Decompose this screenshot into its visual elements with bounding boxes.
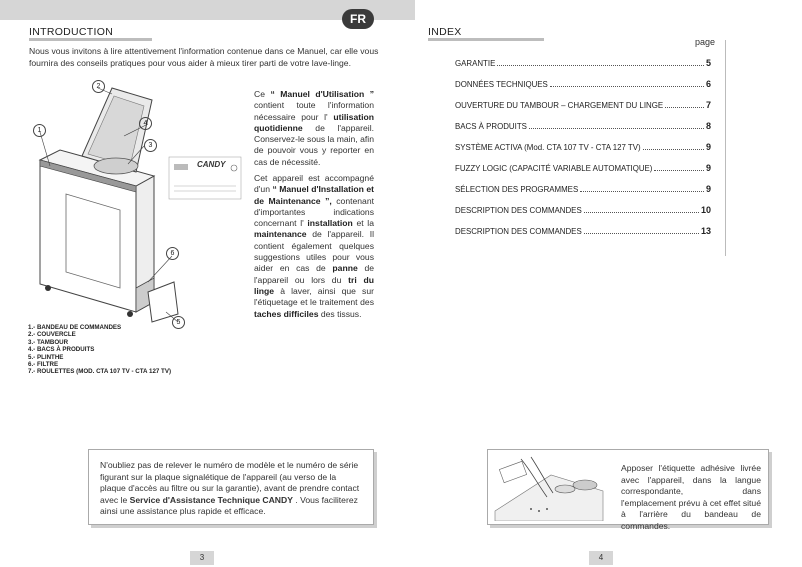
label-application-illustration: [491, 453, 605, 521]
intro-title: INTRODUCTION: [29, 26, 114, 38]
washing-machine-illustration: [24, 76, 250, 334]
index-page-label: page: [695, 37, 716, 47]
manual-use-paragraph: Ce “ Manuel d'Utilisation ” contient toute l'information nécessaire pour l' utilisation quotidienne de l'appareil. Conservez-le sous la main, afin de pouvoir vous y reporter en cas de nécessité.: [254, 89, 374, 167]
legend-item: 3.- TAMBOUR: [28, 338, 69, 346]
installation-manual-paragraph: Cet appareil est accompagné d'un “ Manuel d'Installation et de Maintenance ”, contenant d'importantes indications concernant l' installation et la maintenance de l'appareil. Il contient également quelques suggestions utiles pour vous aider en cas de panne de l'appareil ou lors du tri du linge à laver, ainsi que sur l'étiquetage et le traitement des taches difficiles des tissus.: [254, 173, 375, 319]
index-row[interactable]: FUZZY LOGIC (CAPACITÉ VARIABLE AUTOMATIQUE) 9: [455, 163, 711, 173]
index-title: INDEX: [428, 26, 462, 38]
language-badge: FR: [342, 9, 374, 29]
label-note-text: Apposer l'étiquette adhésive livrée avec l'appareil, dans la langue correspondante, dans l'emplacement prévu à cet effet situé à l'arrière du bandeau de commandes.: [621, 463, 761, 531]
index-title-rule: [428, 38, 544, 41]
brand-label: CANDY: [197, 160, 226, 169]
index-row[interactable]: OUVERTURE DU TAMBOUR – CHARGEMENT DU LINGE 7: [455, 100, 711, 110]
parts-legend: [28, 324, 171, 376]
callout-3: 3: [144, 139, 157, 152]
callout-4: 4: [139, 117, 152, 130]
legend-item: 6.- FILTRE: [28, 361, 59, 369]
legend-item: 5.- PLINTHE: [28, 353, 64, 361]
index-row[interactable]: DESCRIPTION DES COMMANDES 10: [455, 205, 711, 215]
index-row[interactable]: SYSTÈME ACTIVA (Mod. CTA 107 TV - CTA 127 TV) 9: [455, 142, 711, 152]
intro-paragraph: Nous vous invitons à lire attentivement l'information contenue dans ce Manuel, car elle vous fournira des conseils pratiques pour vous aider à mieux tirer parti de votre lave-linge.: [29, 46, 379, 68]
callout-2: 2: [92, 80, 105, 93]
index-row[interactable]: SÉLECTION DES PROGRAMMES 9: [455, 184, 711, 194]
intro-title-rule: [29, 38, 152, 41]
legend-item: 1.- BANDEAU DE COMMANDES: [28, 324, 122, 331]
index-row[interactable]: BACS À PRODUITS 8: [455, 121, 711, 131]
legend-item: 2.- COUVERCLE: [28, 331, 76, 339]
index-row[interactable]: GARANTIE 5: [455, 58, 711, 68]
page-number-right: 4: [589, 551, 613, 565]
callout-5: 5: [172, 316, 185, 329]
service-note-text: N'oubliez pas de relever le numéro de modèle et le numéro de série figurant sur la plaque signalétique de l'appareil (au verso de la plaque d'accès au filtre ou sur la garantie), avant de prendre contact avec le Service d'Assistance Technique CANDY . Vous faciliterez ainsi une assistance plus rapide et efficace.: [100, 460, 360, 516]
page-number-left: 3: [190, 551, 214, 565]
index-row[interactable]: DONNÉES TECHNIQUES 6: [455, 79, 711, 89]
legend-item: 7.- ROULETTES (MOD. CTA 107 TV - CTA 127 TV): [28, 368, 172, 376]
callout-6: 6: [166, 247, 179, 260]
index-vertical-rule: [725, 40, 726, 256]
callout-1: 1: [33, 124, 46, 137]
legend-item: 4.- BACS À PRODUITS: [28, 346, 95, 354]
index-row[interactable]: DESCRIPTION DES COMMANDES 13: [455, 226, 711, 236]
